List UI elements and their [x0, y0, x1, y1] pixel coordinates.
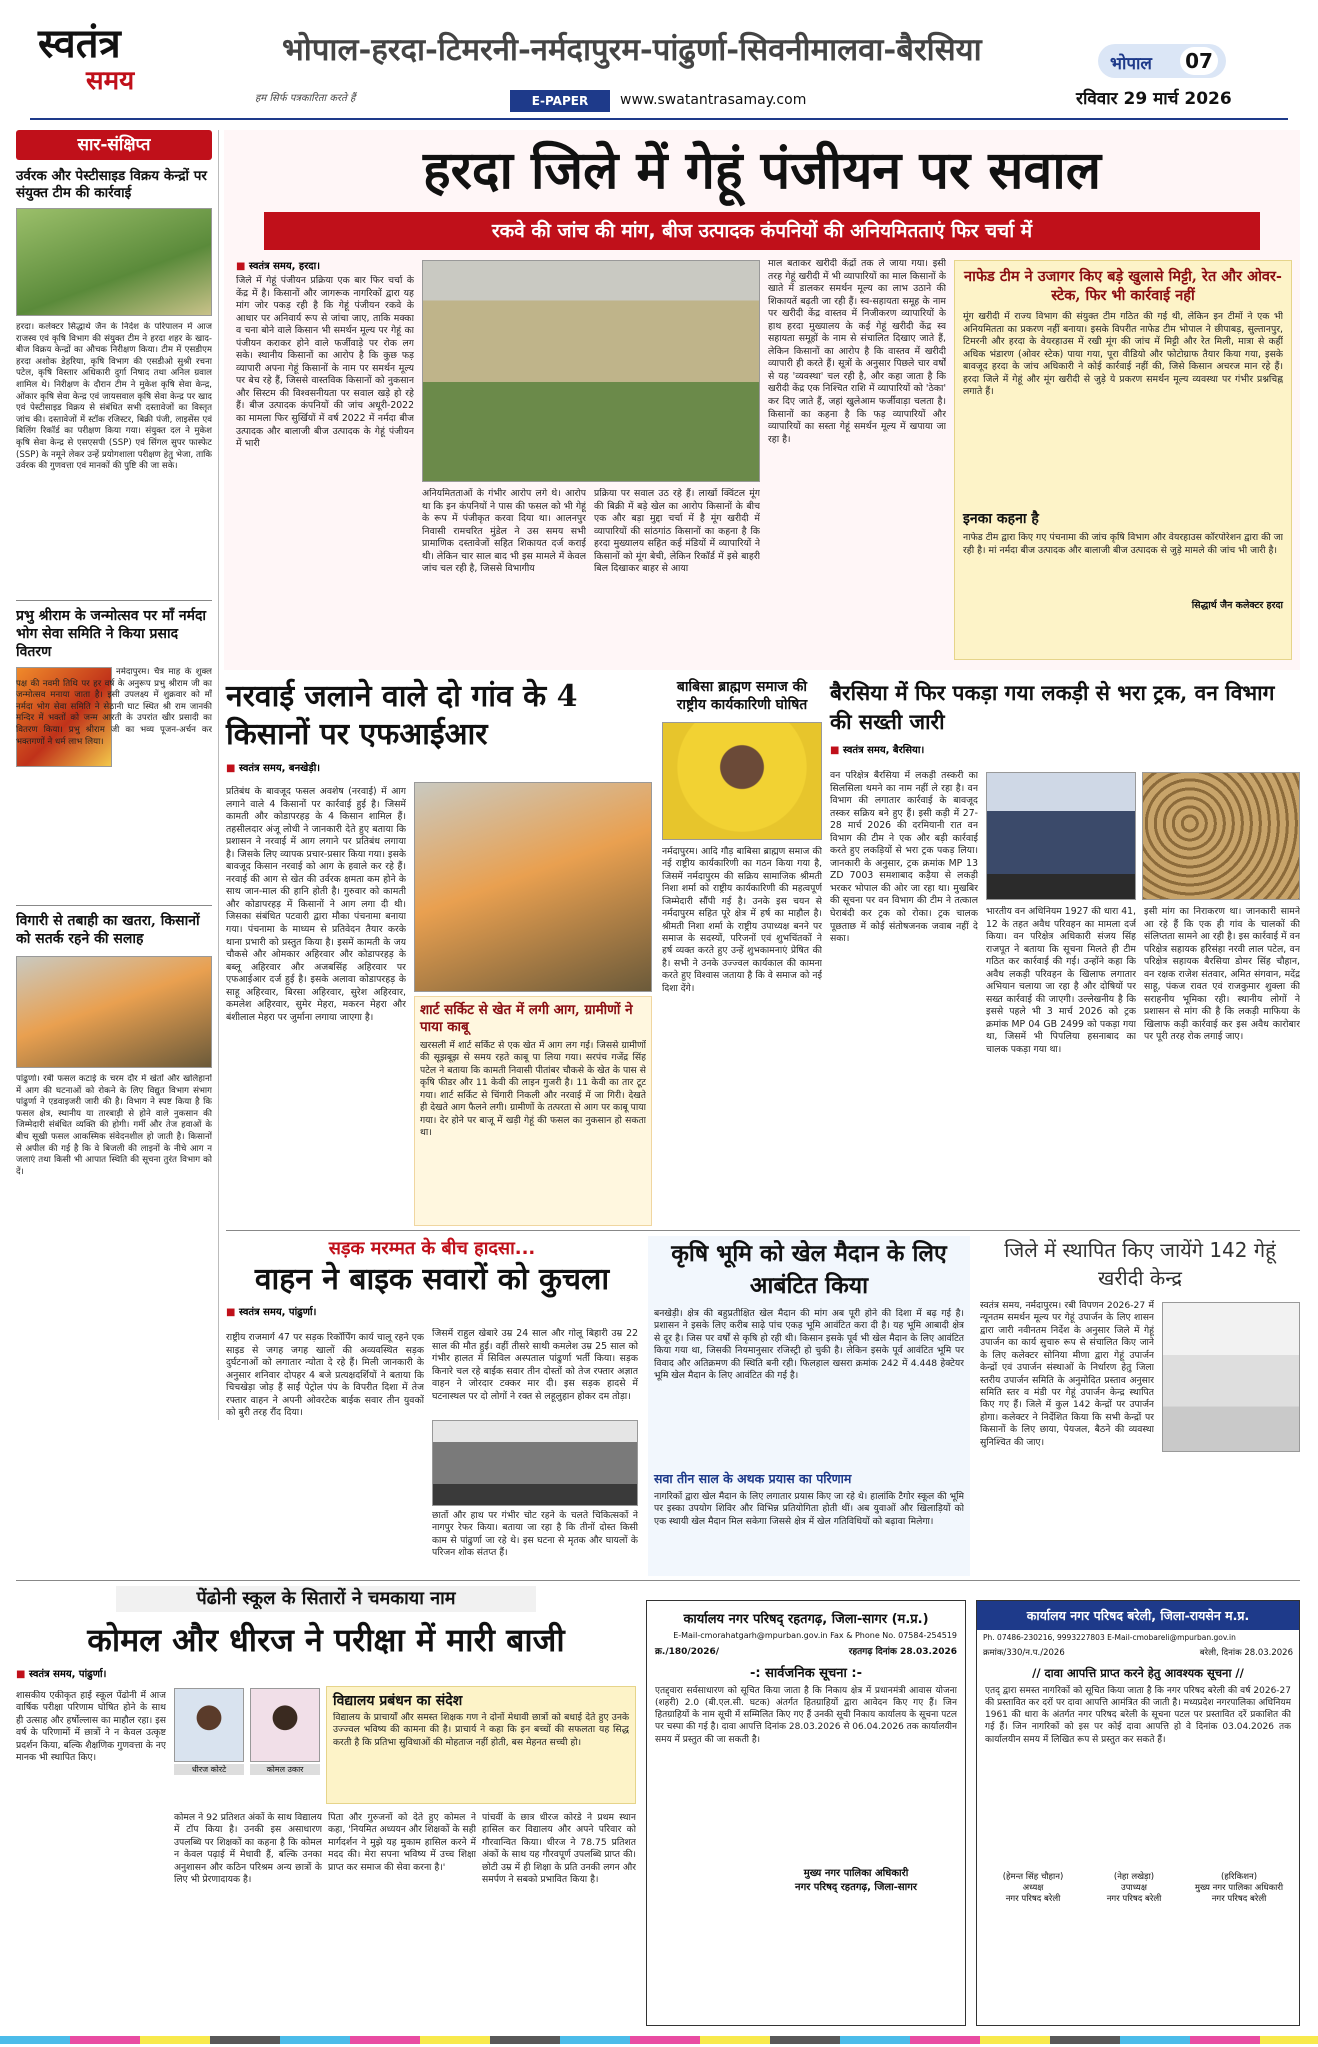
notice2-sign-cmo: (हरिकिशन) मुख्य नगर पालिका अधिकारी नगर परिषद बरेली	[1194, 1872, 1284, 1904]
sidebar-photo-fertilizer	[16, 208, 212, 316]
school-col1: शासकीय एकीकृत हाई स्कूल पेंढोनी में आज वार्षिक परीक्षा परिणाम घोषित होने के साथ ही उत्साह और हर्षोल्लास का माहौल रहा। इस वर्ष के परिणामों में छात्रों ने न केवल उत्कृष्ट प्रदर्शन किया, बल्कि शैक्षणिक गुणवत्ता के नए मानक भी स्थापित किए।	[16, 1690, 166, 1764]
lead-box-quote: नाफेड टीम द्वारा किए गए पंचनामा की जांच कृषि विभाग और वेयरहाउस कॉरपोरेशन द्वारा की जा रही है। मां नर्मदा बीज उत्पादक और बालाजी बीज उत्पादक से जुड़े मामले की जांच भी जारी है।	[963, 532, 1283, 556]
story-accident	[226, 1236, 638, 1576]
lead-story	[224, 130, 1300, 670]
school-kicker: पेंढोनी स्कूल के सितारों ने चमकाया नाम	[116, 1586, 536, 1612]
school-byline: ■ स्वतंत्र समय, पांढुर्णा।	[16, 1666, 636, 1680]
logo-top: स्वतंत्र	[38, 20, 121, 67]
school-message-box	[326, 1686, 636, 1804]
sidebar-story3-body: पांढुर्णा। रबी फसल कटाई के चरम दौर में खेतों और खलिहानों में आग की घटनाओं को रोकने के लिए विद्युत विभाग संभाग पांढुर्णा ने एडवाइजरी जारी की है। विभाग ने स्पष्ट किया है कि फसल क्षेत्र, स्थानीय या तारबाड़ी से होने वाले नुकसान की जिम्मेदारी संबंधित व्यक्ति की होगी। गर्मी और तेज हवाओं के बीच सूखी फसल आकस्मिक संवेदनशील हो जाती है। किसानों से अपील की गई है कि वे बिजली की लाइनों के नीचे आग न जलाएं तथा किसी भी आपात स्थिति की सूचना तुरंत विभाग को दें।	[16, 1074, 212, 1177]
sidebar	[16, 130, 212, 1630]
lead-box-body: मूंग खरीदी में राज्य विभाग की संयुक्त टीम गठित की गई थी, लेकिन इन टीमों ने एक भी अनियमितता का प्रकरण नहीं बनाया। इसके विपरीत नाफेड टीम भोपाल ने छीपाबड़, सुल्तानपुर, टिमरनी और हरदा के वेयरहाउस में रखी मूंग की जांच में मिट्टी और रेत मिली, मात्रा से कहीं अधिक भंडारण (ओवर स्टेक) पाया गया, पूरा वीडियो और फोटोग्राफ तैयार किया गया, इसके बावजूद हरदा के जांच अधिकारी ने कोई कार्रवाई नहीं की, जिसे किसान अचरज मान रहे हैं। हरदा जिले में गेहूं और मूंग खरीदी से जुड़े ये प्रकरण समर्थन मूल्य व्यवस्था पर गंभीर प्रश्नचिह्न लगाते हैं।	[963, 311, 1283, 398]
fir-inset-body: खरसली में शार्ट सर्किट से एक खेत में आग लग गई। जिससे ग्रामीणों की सूझबूझ से समय रहते काबू पा लिया गया। सरपंच गजेंद्र सिंह पटेल ने बताया कि कामती निवासी पीतांबर चौकसे के खेत के पास से कृषि फीडर और 11 केवी की लाइन गुजरी है। 11 केवी का तार टूट गया। शार्ट सर्किट से चिंगारी निकली और नरवाई में जा गिरी। देखते ही देखते आग फैलने लगी। ग्रामीणों के तत्परता से आग पर काबू पाया गया। देर होने पर बाजू में खड़ी गेहूं की फसल का नुकसान हो सकता था।	[420, 1040, 646, 1138]
school-message-body: विद्यालय के प्राचार्यों और समस्त शिक्षक गण ने दोनों मेधावी छात्रों को बधाई देते हुए उनके उज्ज्वल भविष्य की कामना की है। प्राचार्य ने कहा कि इन बच्चों की सफलता यह सिद्ध करती है कि प्रतिभा सुविधाओं की मोहताज नहीं होती, बस मेहनत सच्ची हो।	[333, 1712, 629, 1748]
story-brahmin	[662, 678, 822, 1226]
accident-caption: छातों और हाथ पर गंभीर चोट रहने के चलते चिकित्सकों ने नागपुर रेफर किया। बताया जा रहा है कि तीनों दोस्त किसी काम से पांढुर्णा जा रहे थे। इस घटना से मृतक और घायलों के परिजन शोक संतप्त हैं।	[432, 1510, 638, 1559]
sports-sub-body: नागरिकों द्वारा खेल मैदान के लिए लगातार प्रयास किए जा रहे थे। हालांकि टैगोर स्कूल की भूमि पर इस्का उपयोग शिविर और विभिन्न प्रतियोगिता होती थीं। अब युवाओं और खिलाड़ियों को एक स्थायी खेल मैदान मिल सकेगा जिससे क्षेत्र में खेल गतिविधियों को बढ़ावा मिलेगा।	[654, 1491, 964, 1527]
logo	[38, 22, 178, 102]
lead-col3: माल बताकर खरीदी केंद्रों तक ले जाया गया। इसी तरह गेहूं खरीदी में भी व्यापारियों का माल किसानों के खाते में डालकर समर्थन मूल्य का लाभ उठाने की शिकायतें बढ़ती जा रही हैं। स्व-सहायता समूह के नाम पर खरीदी केंद्र वास्तव में निजीकरण व्यापारियों के हाथ हरदा मुख्यालय के कई गेहूं खरीदी केंद्र स्व सहायता समूहों के नाम से संचालित दिखाए जाते हैं, लेकिन किसानों का आरोप है कि वास्तव में खरीदी व्यापारी ही करते हैं। सूत्रों के अनुसार पिछले चार वर्षों से यह 'व्यवस्था' चल रही है, और कहा जाता है कि खरीदी केंद्र एक निश्चित राशि में व्यापारियों को 'ठेका' कर दिए जाते हैं, जहां खुलेआम फर्जीवाड़ा चलता है। किसानों का कहना है कि फड़ व्यापारियों और व्यापारियों का सस्ता गेहूं समर्थन मूल्य में खपाया जा रहा है।	[768, 258, 946, 445]
lead-box-headline: नाफेड टीम ने उजागर किए बड़े खुलासे मिट्टी, रेत और ओवर-स्टेक, फिर भी कार्रवाई नहीं	[964, 268, 1282, 304]
wood-byline: ■ स्वतंत्र समय, बैरसिया।	[830, 742, 1300, 756]
notice2-heading: // दावा आपत्ति प्राप्त करने हेतु आवश्यक सूचना //	[1032, 1666, 1244, 1680]
school-col4: पांचवीं के छात्र धीरज कोरडे ने प्रथम स्थान हासिल कर विद्यालय और अपने परिवार को गौरवान्वित किया। धीरज ने 78.75 प्रतिशत अंकों के साथ यह गौरवपूर्ण उपलब्धि प्राप्त की। छोटी उम्र में ही शिक्षा के प्रति उनकी लगन और समर्पण ने सबको प्रभावित किया है।	[482, 1812, 636, 1886]
lead-box-signature: सिद्धार्थ जैन कलेक्टर हरदा	[1191, 600, 1283, 611]
notice2-date: बरेली, दिनांक 28.03.2026	[1199, 1648, 1293, 1658]
lead-caption1: अनियमितताओं के गंभीर आरोप लगे थे। आरोप था कि इन कंपनियों ने पास की फसल को भी गेहूं के रूप में पंजीकृत करवा दिया था। आलनपुर निवासी रामचरित मुंडेल ने उस समय सभी प्रामाणिक दस्तावेजों सहित शिकायत दर्ज कराई थी। लेकिन चार साल बाद भी इस मामले में केवल जांच चल रही है, जिससे विभागीय	[422, 488, 586, 575]
notice2-title: कार्यालय नगर परिषद बरेली, जिला-रायसेन म.प्र.	[977, 1601, 1299, 1630]
fir-photo-smoke	[414, 782, 652, 992]
accident-col1: राष्ट्रीय राजमार्ग 47 पर सड़क रिकॉर्पिंग कार्य चालू रहने एक साइड से जगह जगह खालों की अव्यवस्थित सड़क दुर्घटनाओं को लगातार न्योता दे रहे हैं। मिली जानकारी के अनुसार शनिवार दोपहर 4 बजे प्रत्यक्षदर्शियों ने बताया कि चिचखेड़ा जोड़ हैं साईं पेट्रोल पंप के विपरीत दिशा में तेज रफ्तार वाहन ने अपनी ओवरटेक बाईक सवार तीन युवकों को बुरी तरह रौंद दिया।	[226, 1332, 424, 1419]
wood-headline: बैरसिया में फिर पकड़ा गया लकड़ी से भरा ट्रक, वन विभाग की सख्ती जारी	[830, 680, 1275, 734]
accident-col2: जिसमें राहुल खेबारे उम्र 24 साल और गोलू बिहारी उम्र 22 साल की मौत हुई। वहीं तीसरे साथी कमलेश उम्र 25 साल को गंभीर हालत में सिविल अस्पताल पांढुर्णा भर्ती किया। सड़क किनारे चल रहे बाईक सवार तीन दोस्तों को तेज रफ्तार अज्ञात वाहन ने जोरदार टक्कर मार दी। इस सड़क हादसे में घटनास्थल पर दो लोगों ने रक्त से लहूलुहान होकर दम तोड़ा।	[432, 1328, 638, 1402]
lead-box-subhead: इनका कहना है	[963, 511, 1039, 527]
fir-inset	[414, 996, 652, 1226]
edition-badge	[1098, 44, 1226, 78]
school-col3: पिता और गुरुजनों को देते हुए कोमल ने कहा, 'नियमित अध्ययन और शिक्षकों के सही मार्गदर्शन ने मुझे यह मुकाम हासिल करने में मदद की। मेरा सपना भविष्य में उच्च शिक्षा प्राप्त कर समाज की सेवा करना है।'	[328, 1812, 476, 1873]
fir-headline: नरवाई जलाने वाले दो गांव के 4 किसानों पर एफआईआर	[226, 679, 578, 752]
page-number: 07	[1180, 47, 1218, 75]
accident-headline: वाहन ने बाइक सवारों को कुचला	[254, 1262, 610, 1297]
epaper-label: E-PAPER	[510, 90, 610, 112]
story-wood	[830, 678, 1300, 1226]
lead-headline: हरदा जिले में गेहूं पंजीयन पर सवाल	[422, 140, 1102, 201]
wood-photo-logs	[1142, 772, 1300, 900]
edition-name: भोपाल	[1110, 54, 1152, 74]
lead-caption2: प्रक्रिया पर सवाल उठ रहे हैं। लाखों क्विंटल मूंग की बिक्री में बड़े खेल का आरोप किसानों के बीच एक और बड़ा मुद्दा चर्चा में है मूंग खरीदी में व्यापारियों की सांठगांठ किसानों का कहना है कि हरदा मुख्यालय सहित कई मंडियों में व्यापारियों ने किसानों को मूंग बेची, लेकिन रिकॉर्ड में इसे बाहरी बिल दिखाकर बाहर से आया	[594, 488, 760, 575]
lead-subhead: रकवे की जांच की मांग, बीज उत्पादक कंपनियों की अनियमितताएं फिर चर्चा में	[264, 212, 1260, 250]
lead-byline: ■ स्वतंत्र समय, हरदा।	[236, 258, 414, 272]
wood-col1: वन परिक्षेत्र बैरसिया में लकड़ी तस्करी का सिलसिला थमने का नाम नहीं ले रहा है। वन विभाग की लगातार कार्रवाई के बावजूद तस्कर सक्रिय बने हुए हैं। इसी कड़ी में 27-28 मार्च 2026 की दरमियानी रात वन विभाग की टीम ने एक और बड़ी कार्रवाई करते हुए लकड़ियों से भरा ट्रक पकड़ लिया। जानकारी के अनुसार, ट्रक क्रमांक MP 13 ZD 7003 समशाबाद कड़ैया से लकड़ी भरकर भोपाल की ओर जा रहा था। मुखबिर की सूचना पर वन विभाग की टीम ने तत्काल घेराबंदी कर ट्रक को रोका। ट्रक चालक पूछताछ में कोई संतोषजनक जवाब नहीं दे सका।	[830, 770, 978, 945]
wood-photo-truck	[986, 772, 1136, 900]
lead-photo-market	[422, 260, 760, 482]
notice1-title: कार्यालय नगर परिषद् रहतगढ़, जिला-सागर (म.प्र.)	[683, 1612, 929, 1627]
school-photo-komal	[250, 1688, 320, 1762]
sports-headline: कृषि भूमि को खेल मैदान के लिए आबंटित किया	[671, 1240, 947, 1299]
fir-body: प्रतिबंध के बावजूद फसल अवशेष (नरवाई) में आग लगाने वाले 4 किसानों पर कार्रवाई हुई है। जिसमें कामती और कोडापरहड़ के 4 किसान शामिल हैं। तहसीलदार अंजू लोधी ने जानकारी देते हुए बताया कि प्रशासन ने नरवाई में आग लगाने पर प्रतिबंध लगाया है। जिसके लिए व्यापक प्रचार-प्रसार किया गया। इसके बावजूद किसान नरवाई को आग के हवाले कर रहे हैं। नरवाई की आग से खेत की उर्वरक क्षमता कम होने के साथ जान-माल की हानि होती है। गुरुवार को कामती और कोडापरहड़ में किसानों ने आग लगा दी थी। जिसका संबंधित पटवारी द्वारा मौका पंचनामा बनाया गया। पंचनामा के माध्यम से प्रतिवेदन तैयार करके थाना प्रभारी को प्रस्तुत किया है। इसमें कामती के जय चौकसे और ओमकार अहिरवार और कोडापरहड़ के बब्लू अहिरवार और अजबसिंह अहिरवार पर एफआईआर दर्ज हुई है। इसके अलावा कोडापरहड़ के साहू अहिरवार, बिरसा अहिरवार, सुरेश अहिरवार, कमलेश अहिरवार, सुमेर मेहरा, मकरन मेहरा और बंशीलाल मेहरा पर जुर्माना लगाया जाएगा है।	[226, 786, 406, 1023]
city-list: भोपाल-हरदा-टिमरनी-नर्मदापुरम-पांढुर्णा-सिवनीमालवा-बैरसिया	[282, 32, 982, 68]
sports-body: बनखेड़ी। क्षेत्र की बहुप्रतीक्षित खेल मैदान की मांग अब पूरी होने की दिशा में बढ़ गई है। प्रशासन ने इसके लिए करीब साढ़े पांच एकड़ भूमि आवंटित करा दी है। यह भूमि आबादी क्षेत्र से दूर है। जिस पर वर्षों से कृषि हो रही थी। किसान इसके पूर्व भी खेल मैदान के लिए आवंटित किया गया था, जिसकी नियमानुसार रजिस्ट्री हो चुकी है। लेकिन इसके पूर्व आवंटित भूमि पर विवाद और अतिक्रमण की स्थिति बनी रही। फिलहाल खसरा क्रमांक 242 में 4.448 हेक्टेयर भूमि खेल मैदान के लिए आवंटित की गई है।	[654, 1308, 964, 1382]
notice-rahatgarh	[646, 1600, 966, 2026]
logo-bottom: समय	[86, 66, 135, 96]
issue-date: रविवार 29 मार्च 2026	[1076, 89, 1232, 109]
school-photo-dheeraj	[174, 1688, 244, 1762]
sidebar-story1-body: हरदा। कलेक्टर सिद्धार्थ जैन के निर्देश के परिपालन में आज राजस्व एवं कृषि विभाग की संयुक्त टीम ने हरदा शहर के खाद-बीज विक्रय केन्द्रों का औचक निरीक्षण किया। टीम में एसडीएम हरदा अशोक डेहरिया, कृषि विभाग की एसडीओ सुश्री रचना पटेल, कृषि विस्तार अधिकारी दुर्गा निषाद तथा अनिल ग्रवाल शामिल थे। निरीक्षण के दौरान टीम ने मुकेश कृषि सेवा केन्द्र, ओंकार कृषि सेवा केन्द्र एवं जायसवाल कृषि सेवा केन्द्र पर खाद एवं पेस्टीसाइड विक्रय से संबंधित सभी दस्तावेजों का विस्तृत जांच की। दस्तावेजों में स्टॉक रजिस्टर, बिक्री पंजी, लाइसेंस एवं बिलिंग रिकॉर्ड का परीक्षण किया गया। संयुक्त दल ने मुकेश कृषि सेवा केन्द्र से एसएसपी (SSP) एवं सिंगल सुपर फास्फेट (SSP) के नमूने लेकर उन्हें प्रयोगशाला परीक्षण हेतु भेजा, ताकि उर्वरक की गुणवत्ता एवं मानकों की पुष्टि की जा सके।	[16, 322, 212, 472]
website-link[interactable]: www.swatantrasamay.com	[620, 92, 807, 108]
notice2-ref: क्रमांक/330/न.प./2026	[983, 1648, 1065, 1658]
notice2-sign-president: (हेमन्त सिंह चौहान) अध्यक्ष नगर परिषद बरेली	[1002, 1872, 1064, 1904]
story-sports	[648, 1236, 970, 1576]
brahmin-headline: बाबिसा ब्राह्मण समाज की राष्ट्रीय कार्यकारिणी घोषित	[676, 679, 808, 713]
sidebar-story2-headline: प्रभु श्रीराम के जन्मोत्सव पर माँ नर्मदा भोग सेवा समिति ने किया प्रसाद वितरण	[16, 608, 207, 660]
masthead-rule	[30, 118, 1288, 120]
notice2-sign-vice: (नेहा लखेड़ा) उपाध्यक्ष नगर परिषद बरेली	[1106, 1872, 1162, 1904]
story-fir	[226, 678, 652, 1226]
fir-byline: ■ स्वतंत्र समय, बनखेड़ी।	[226, 760, 652, 774]
sports-subhead: सवा तीन साल के अथक प्रयास का परिणाम	[654, 1471, 852, 1486]
fir-inset-headline: शार्ट सर्किट से खेत में लगी आग, ग्रामीणों ने पाया काबू	[420, 1002, 633, 1035]
print-registration-bar	[0, 2036, 1318, 2044]
lead-box	[954, 260, 1292, 660]
wheat-headline: जिले में स्थापित किए जायेंगे 142 गेहूं खरीदी केन्द्र	[1004, 1238, 1276, 1290]
wheat-body: स्वतंत्र समय, नर्मदापुरम। रबी विपणन 2026-27 में न्यूनतम समर्थन मूल्य पर गेहूं उपार्जन के लिए शासन द्वारा जारी नवीनतम निर्देश के अनुसार जिले में गेहूं उपार्जन का कार्य सुचारु रूप से संचालित किए जाने के लिए कलेक्टर सोनिया मीणा द्वारा गेहूं उपार्जन केन्द्रों एवं उपार्जन संस्थाओं के निर्धारण हेतु जिला स्तरीय उपार्जन समिति के अनुमोदित प्रस्ताव अनुसार समिति स्तर व मंडी पर गेहूं उपार्जन केन्द्र स्थापित किए गए हैं। जिले में कुल 142 केन्द्रों पर उपार्जन होगा। कलेक्टर ने निर्देशित किया कि सभी केन्द्रों पर किसानों के लिए छाया, पेयजल, बैठने की व्यवस्था सुनिश्चित की जाए।	[980, 1300, 1154, 1448]
notice1-heading: -: सार्वजनिक सूचना :-	[750, 1666, 862, 1681]
notice1-contact: E-Mail-cmorahatgarh@mpurban.gov.in Fax & Phone No. 07584-254519	[673, 1631, 957, 1640]
school-message-headline: विद्यालय प्रबंधन का संदेश	[333, 1693, 463, 1709]
sidebar-story1-headline: उर्वरक और पेस्टीसाइड विक्रय केन्द्रों पर संयुक्त टीम की कार्रवाई	[16, 168, 207, 201]
accident-byline: ■ स्वतंत्र समय, पांढुर्णा।	[226, 1304, 638, 1318]
sidebar-photo-field-fire	[16, 956, 212, 1068]
story-school	[16, 1586, 636, 2026]
notice1-ref: क्र./180/2026/	[655, 1647, 720, 1657]
brahmin-body: नर्मदापुरम। आदि गौड़ बाबिसा ब्राह्मण समाज की नई राष्ट्रीय कार्यकारिणी का गठन किया गया है, जिसमें नर्मदापुरम की सक्रिय सामाजिक श्रीमती निशा शर्मा को राष्ट्रीय कार्यकारिणी की महत्वपूर्ण जिम्मेदारी सौंपी गई है। उनके इस चयन से नर्मदापुरम सहित पूरे क्षेत्र में हर्ष का माहौल है। श्रीमती निशा शर्मा के राष्ट्रीय उपाध्यक्ष बनने पर समाज के सदस्यों, परिजनों एवं शुभचिंतकों ने हर्ष व्यक्त करते हुए उन्हें शुभकामनाएं प्रेषित की है। सभी ने उनके उज्ज्वल कार्यकाल की कामना करते हुए विश्वास जताया है कि वे समाज को नई दिशा देंगे।	[662, 846, 822, 994]
accident-photo	[432, 1420, 638, 1506]
story-wheat	[980, 1236, 1300, 1576]
notice1-signature: मुख्य नगर पालिका अधिकारी नगर परिषद् रहतगढ़, जिला-सागर	[795, 1868, 917, 1893]
sidebar-header: सार-संक्षिप्त	[16, 130, 212, 160]
tagline: हम सिर्फ पत्रकारिता करते हैं	[255, 93, 356, 104]
school-headline: कोमल और धीरज ने परीक्षा में मारी बाजी	[87, 1621, 565, 1659]
lead-col1: जिले में गेहूं पंजीयन प्रक्रिया एक बार फिर चर्चा के केंद्र में है। किसानों और जागरूक नागरिकों द्वारा यह मांग जोर पकड़ रही है कि गेहूं पंजीयन रकवे के आधार पर अनिवार्य रूप से जांचा जाए, ताकि मक्का व चना बोने वाले किसान भी समर्थन मूल्य पर गेहूं का पंजीयन कराकर होने वाले फर्जीवाड़े पर रोक लग सके। स्थानीय किसानों का आरोप है कि कुछ फड़ व्यापारी अपना गेहूं किसानों के नाम पर समर्थन मूल्य पर बेच रहे हैं, जिससे वास्तविक किसानों को नुकसान और सिस्टम की विश्वसनीयता पर सवाल खड़े हो रहे हैं। बीज उत्पादक कंपनियों की जांच अधूरी-2022 का मामला फिर सुर्खियों में वर्ष 2022 में नर्मदा बीज उत्पादक और बालाजी बीज उत्पादक के गेहूं पंजीयन में भारी	[236, 275, 414, 450]
brahmin-photo	[662, 722, 822, 840]
notice2-body: एतद् द्वारा समस्त नागरिकों को सूचित किया जाता है कि नगर परिषद बरेली की वर्ष 2026-27 की प्रस्तावित कर दरों पर दावा आपत्ति आमंत्रित की जाती है। मध्यप्रदेश नगरपालिका अधिनियम 1961 की धारा के अंतर्गत नगर परिषद बरेली के सूचना पटल पर प्रस्तावित दरें प्रकाशित की गई हैं। जिन नागरिकों को इस पर कोई दावा आपत्ति हो वे दिनांक 03.04.2026 तक कार्यालयीन समय में लिखित रूप से प्रस्तुत कर सकते हैं।	[985, 1686, 1291, 1745]
school-photo2-caption: कोमल उकार	[250, 1764, 320, 1775]
masthead	[0, 0, 1318, 120]
notice1-date: रहतगढ़ दिनांक 28.03.2026	[848, 1647, 957, 1657]
accident-kicker: सड़क मरम्मत के बीच हादसा...	[328, 1238, 536, 1259]
wood-col3: इसी मांग का निराकरण था। जानकारी सामने आ रहे हैं कि एक ही गांव के चालकों की संलिप्तता सामने आ रही है। इस कार्रवाई में वन परिक्षेत्र सहायक हरिसंहा नरवी लाल पटेल, वन परिक्षेत्र सहायक बैरसिया डोमर सिंह चौहान, वन रक्षक राजेश संतवार, अमित संगवान, मदेंद्र साहू, पंकज रावत एवं राजकुमार शुक्ला की सराहनीय भूमिका रही। स्थानीय लोगों ने प्रशासन से मांग की है कि लकड़ी माफिया के खिलाफ कड़ी कार्रवाई कर इस अवैध कारोबार पर पूरी तरह रोक लगाई जाए।	[1144, 906, 1300, 1043]
sidebar-story3-headline: विगारी से तबाही का खतरा, किसानों को सतर्क रहने की सलाह	[16, 913, 200, 947]
notice1-body: एतद्द्वारा सर्वसाधारण को सूचित किया जाता है कि निकाय क्षेत्र में प्रधानमंत्री आवास योजना (शहरी) 2.0 (बी.एल.सी. घटक) अंतर्गत हितग्राहियों द्वारा आवेदन किए गए हैं। जिन हितग्राहियों के नाम सूची में सम्मिलित किए गए हैं उनकी सूची निकाय कार्यालय के सूचना पटल पर चस्पा की गई है। दावा आपत्ति दिनांक 28.03.2026 से 06.04.2026 तक कार्यालयीन समय में प्रस्तुत की जा सकती है।	[655, 1686, 957, 1745]
notice-bareli	[976, 1600, 1300, 2026]
school-photo1-caption: धीरज कोरटे	[174, 1764, 244, 1775]
school-col2: कोमल ने 92 प्रतिशत अंकों के साथ विद्यालय में टॉप किया है। उनकी इस असाधारण उपलब्धि पर शिक्षकों का कहना है कि कोमल न केवल पढ़ाई में मेधावी हैं, बल्कि उनका अनुशासन और कठिन परिश्रम अन्य छात्रों के लिए भी प्रेरणादायक है।	[174, 1812, 322, 1886]
sidebar-story2-body: नर्मदापुरम। चैत्र माह के शुक्ल पक्ष की नवमी तिथि पर हर वर्ष के अनुरूप प्रभु श्रीराम जी का जन्मोत्सव मनाया जाता है। इसी उपलक्ष्य में शुक्रवार को माँ नर्मदा भोग सेवा समिति ने सेठानी घाट स्थित श्री राम जानकी मन्दिर में भक्तों को जन्म आरती के उपरांत खीर प्रसादी का वितरण किया। प्रभु श्रीराम जी का भव्य पूजन-अर्चन कर भक्तगणों ने धर्म लाभ लिया।	[16, 667, 212, 747]
notice2-contact: Ph. 07486-230216, 9993227803 E-Mail-cmobareli@mpurban.gov.in	[983, 1633, 1236, 1642]
wheat-photo-meeting	[1162, 1302, 1300, 1452]
wood-col2: भारतीय वन अधिनियम 1927 की धारा 41, 12 के तहत अवैध परिवहन का मामला दर्ज किया। वन परिक्षेत्र अधिकारी संजय सिंह राजपूत ने बताया कि सूचना मिलते ही टीम गठित कर कार्रवाई की गई। उन्होंने कहा कि अवैध लकड़ी परिवहन के खिलाफ लगातार अभियान चलाया जा रहा है और दोषियों पर सख्त कार्रवाई की जाएगी। उल्लेखनीय है कि इससे पहले भी 3 मार्च 2026 को ट्रक क्रमांक MP 04 GB 2499 को पकड़ा गया था, जिसमें भी पिपलिया हसनाबाद का चालक पकड़ा गया था।	[986, 906, 1136, 1056]
